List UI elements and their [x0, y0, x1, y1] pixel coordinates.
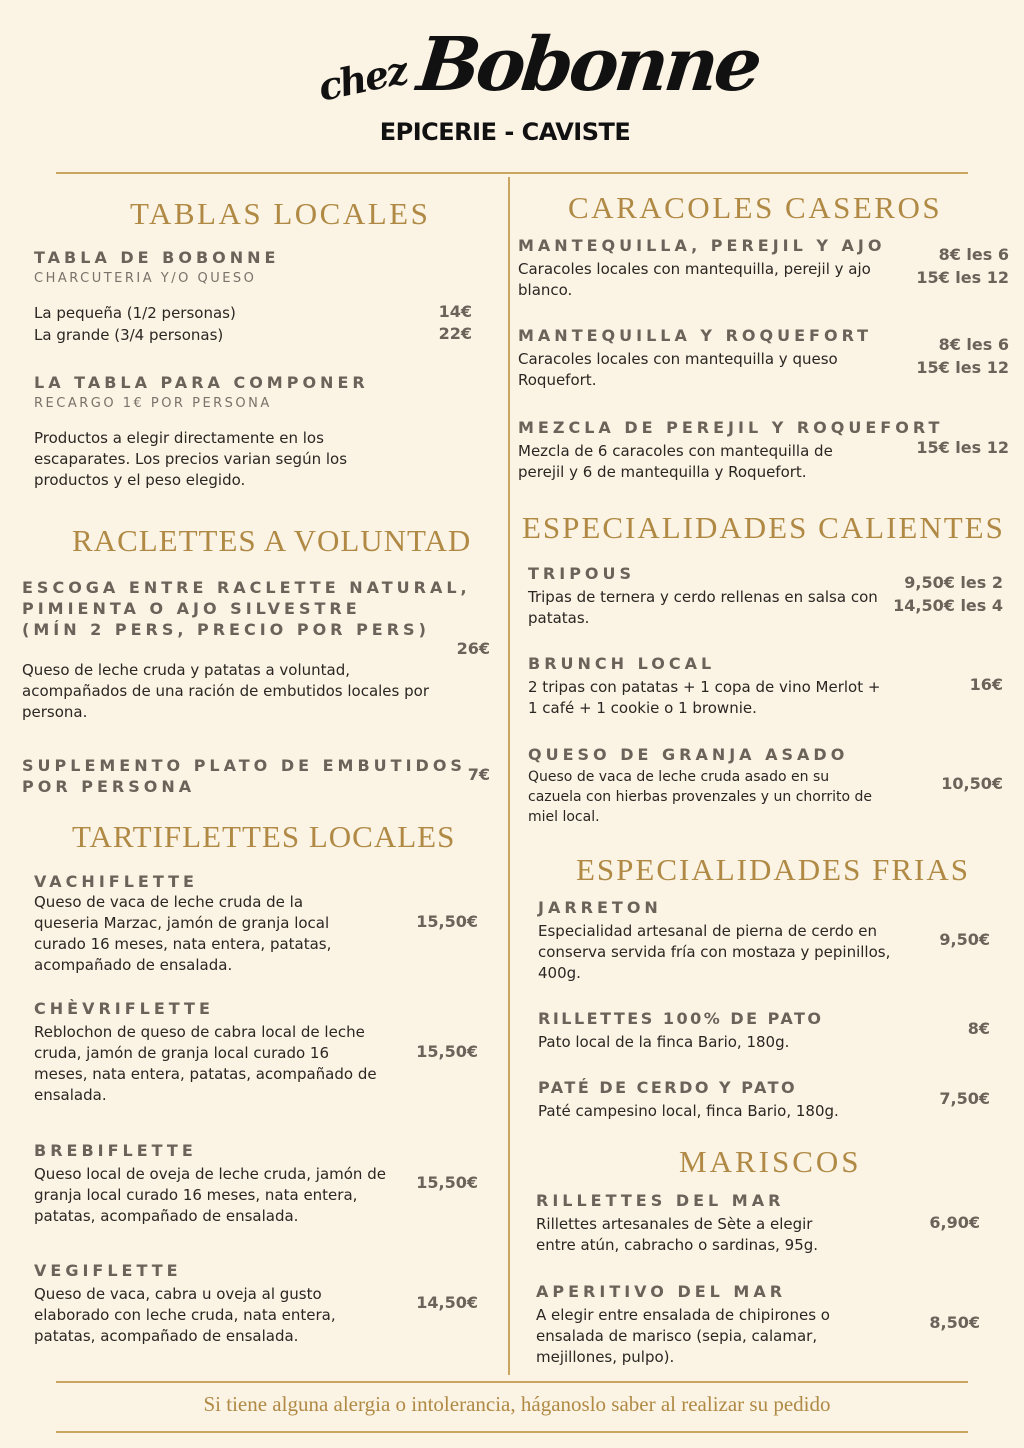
item-desc-tartiflette: Queso de vaca, cabra u oveja al gusto elaborado con leche cruda, nata entera, patatas, acompañado de ensalada.	[34, 1285, 336, 1345]
price-fria: 9,50€	[939, 930, 990, 949]
item-desc-caracol: Caracoles locales con mantequilla y queso Roquefort.	[518, 350, 838, 389]
price-marisco: 6,90€	[929, 1213, 980, 1232]
footer-divider	[56, 1431, 968, 1433]
tabla-large-line: La grande (3/4 personas)	[34, 326, 224, 344]
item-name-caracol: MEZCLA DE PEREJIL Y ROQUEFORT	[518, 418, 944, 437]
price-caliente: 9,50€ les 2	[904, 573, 1003, 592]
item-name-fria: PATÉ DE CERDO Y PATO	[538, 1078, 798, 1097]
price-tartiflette: 14,50€	[416, 1293, 478, 1312]
item-name-caliente: BRUNCH LOCAL	[528, 654, 716, 673]
section-title-mariscos: MARISCOS	[679, 1144, 862, 1179]
item-name-raclette-2: PIMIENTA O AJO SILVESTRE	[22, 599, 361, 618]
column-divider	[508, 177, 510, 1375]
item-desc-caliente: Tripas de ternera y cerdo rellenas en salsa con patatas.	[528, 588, 878, 627]
price-tabla-large: 22€	[438, 324, 472, 343]
allergy-notice: Si tiene alguna alergia o intolerancia, háganoslo saber al realizar su pedido	[203, 1392, 831, 1416]
item-name-fria: JARRETON	[538, 898, 662, 917]
item-name-marisco: APERITIVO DEL MAR	[536, 1282, 787, 1301]
item-desc-tartiflette: Reblochon de queso de cabra local de leche cruda, jamón de granja local curado 16 meses, nata entera, patatas, acompañado de ensalada.	[34, 1023, 377, 1104]
item-name-marisco: RILLETTES DEL MAR	[536, 1191, 785, 1210]
item-desc-marisco: A elegir entre ensalada de chipirones o ensalada de marisco (sepia, calamar, mejillones, pulpo).	[536, 1306, 830, 1366]
price-caracol-12: 15€ les 12	[916, 358, 1009, 377]
item-desc-tartiflette: Queso local de oveja de leche cruda, jamón de granja local curado 16 meses, nata entera, patatas, acompañado de ensalada.	[34, 1165, 386, 1225]
item-name-tabla-bobonne: TABLA DE BOBONNE	[34, 248, 280, 267]
price-raclette: 26€	[456, 639, 490, 658]
item-name-tabla-componer: LA TABLA PARA COMPONER	[34, 373, 369, 392]
item-name-tartiflette: VACHIFLETTE	[34, 872, 198, 891]
section-title-raclettes: RACLETTES A VOLUNTAD	[72, 523, 472, 558]
brand-logo	[0, 16, 1024, 116]
item-sub-tabla-componer: RECARGO 1€ POR PERSONA	[34, 396, 272, 411]
price-tabla-small: 14€	[438, 302, 472, 321]
item-desc-tabla-componer: Productos a elegir directamente en los escaparates. Los precios varian según los productos y el peso elegido.	[34, 429, 348, 489]
brand-chez: chez	[314, 47, 411, 110]
item-name-caliente: TRIPOUS	[528, 564, 636, 583]
price-tartiflette: 15,50€	[416, 912, 478, 931]
price-caracol-6: 8€ les 6	[938, 335, 1009, 354]
top-divider	[56, 172, 968, 174]
price-fria: 8€	[967, 1019, 990, 1038]
item-desc-caracol: Caracoles locales con mantequilla, perejil y ajo blanco.	[518, 260, 871, 299]
price-marisco: 8,50€	[929, 1313, 980, 1332]
price-caracol-12: 15€ les 12	[916, 268, 1009, 287]
item-desc-caliente: 2 tripas con patatas + 1 copa de vino Merlot + 1 café + 1 cookie o 1 brownie.	[528, 678, 881, 717]
item-desc-raclette: Queso de leche cruda y patatas a voluntad, acompañados de una ración de embutidos locales por persona.	[22, 661, 429, 721]
section-title-calientes: ESPECIALIDADES CALIENTES	[522, 510, 1005, 545]
price-caliente: 10,50€	[941, 774, 1003, 793]
brand-tagline: EPICERIE - CAVISTE	[379, 118, 631, 146]
price-caliente: 14,50€ les 4	[893, 596, 1003, 615]
item-desc-fria: Paté campesino local, finca Bario, 180g.	[538, 1102, 839, 1120]
item-name-tartiflette: VEGIFLETTE	[34, 1261, 182, 1280]
item-sub-tabla-bobonne: CHARCUTERIA Y/O QUESO	[34, 271, 257, 286]
item-desc-caracol: Mezcla de 6 caracoles con mantequilla de perejil y 6 de mantequilla y Roquefort.	[518, 442, 833, 481]
section-title-caracoles: CARACOLES CASEROS	[568, 190, 943, 225]
brand-name: Bobonne	[413, 22, 763, 108]
item-desc-fria: Pato local de la finca Bario, 180g.	[538, 1033, 790, 1051]
price-caracol-12: 15€ les 12	[916, 438, 1009, 457]
tabla-small-line: La pequeña (1/2 personas)	[34, 304, 236, 322]
price-tartiflette: 15,50€	[416, 1042, 478, 1061]
item-name-raclette-1: ESCOGA ENTRE RACLETTE NATURAL,	[22, 578, 471, 597]
item-name-raclette-3: (MÍN 2 PERS, PRECIO POR PERS)	[22, 620, 430, 639]
item-name-caracol: MANTEQUILLA, PEREJIL Y AJO	[518, 236, 886, 255]
item-name-caliente: QUESO DE GRANJA ASADO	[528, 745, 849, 764]
price-fria: 7,50€	[939, 1089, 990, 1108]
price-caliente: 16€	[969, 675, 1003, 694]
item-desc-tartiflette: Queso de vaca de leche cruda de la queseria Marzac, jamón de granja local curado 16 meses, nata entera, patatas, acompañado de ensalada.	[34, 893, 332, 974]
item-name-suplemento-2: POR PERSONA	[22, 777, 196, 796]
item-name-fria: RILLETTES 100% DE PATO	[538, 1009, 824, 1028]
section-title-frias: ESPECIALIDADES FRIAS	[576, 852, 970, 887]
item-name-tartiflette: CHÈVRIFLETTE	[34, 999, 214, 1018]
item-name-caracol: MANTEQUILLA Y ROQUEFORT	[518, 326, 873, 345]
item-name-suplemento-1: SUPLEMENTO PLATO DE EMBUTIDOS	[22, 756, 466, 775]
price-caracol-6: 8€ les 6	[938, 245, 1009, 264]
section-title-tartiflettes: TARTIFLETTES LOCALES	[72, 819, 456, 854]
section-title-tablas: TABLAS LOCALES	[130, 196, 431, 231]
item-desc-caliente: Queso de vaca de leche cruda asado en su cazuela con hierbas provenzales y un chorrito de miel local.	[528, 769, 873, 825]
item-desc-marisco: Rillettes artesanales de Sète a elegir entre atún, cabracho o sardinas, 95g.	[536, 1215, 819, 1254]
item-desc-fria: Especialidad artesanal de pierna de cerdo en conserva servida fría con mostaza y pepinillos, 400g.	[538, 922, 891, 982]
bottom-divider	[56, 1381, 968, 1383]
price-suplemento: 7€	[467, 765, 490, 784]
item-name-tartiflette: BREBIFLETTE	[34, 1141, 197, 1160]
price-tartiflette: 15,50€	[416, 1173, 478, 1192]
